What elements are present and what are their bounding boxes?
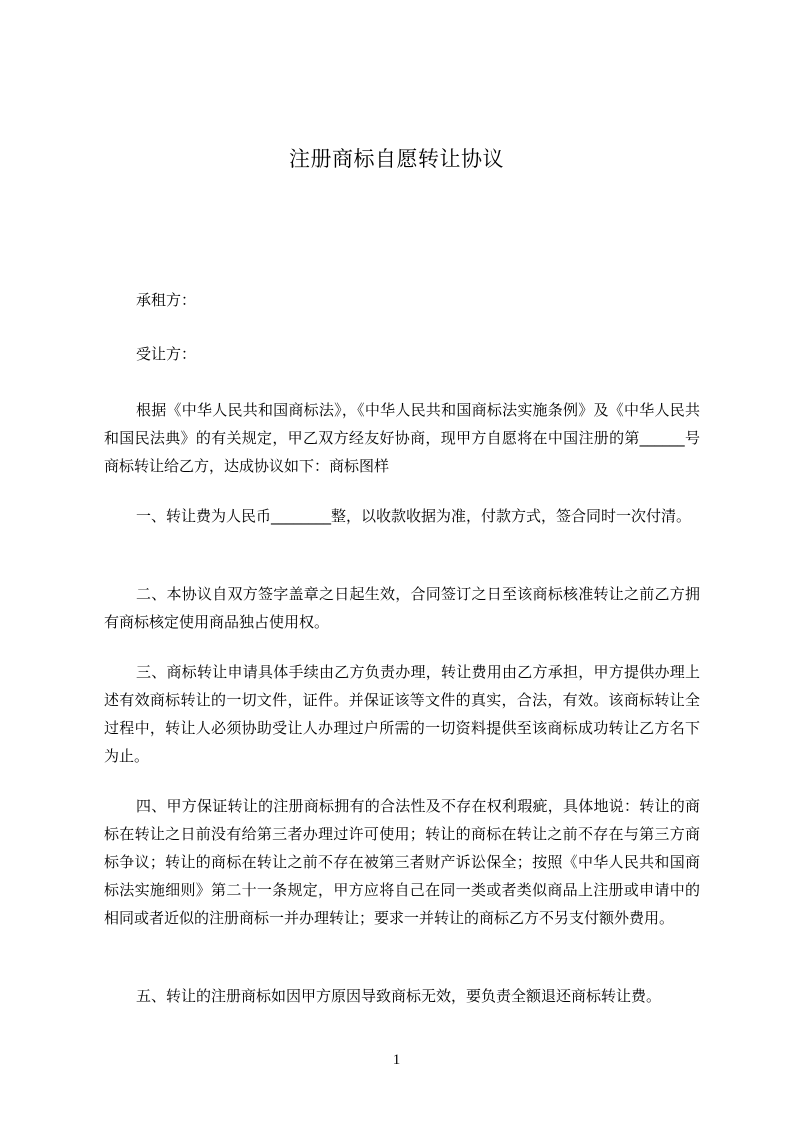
clause-4: 四、甲方保证转让的注册商标拥有的合法性及不存在权利瑕疵，具体地说：转让的商标在转让之日前没有给第三者办理过许可使用；转让的商标在转让之前不存在与第三方商标争议；转让的商标在转让之前不存在被第三者财产诉讼保全；按照《中华人民共和国商标法实施细则》第二十一条规定，甲方应将自己在同一类或者类似商品上注册或申请中的相同或者近似的注册商标一并办理转让；要求一并转让的商标乙方不另支付额外费用。 bbox=[104, 797, 700, 927]
clause-5: 五、转让的注册商标如因甲方原因导致商标无效，要负责全额退还商标转让费。 bbox=[136, 987, 662, 1005]
intro-paragraph: 根据《中华人民共和国商标法》，《中华人民共和国商标法实施条例》及《中华人民共和国民法典》的有关规定，甲乙双方经友好协商，现甲方自愿将在中国注册的第______号商标转让给乙方，达成协议如下：商标图样 bbox=[104, 401, 700, 475]
document-title: 注册商标自愿转让协议 bbox=[289, 147, 504, 171]
assignee-field: 受让方： bbox=[136, 345, 197, 363]
lessor-field: 承租方： bbox=[136, 291, 197, 309]
clause-2: 二、本协议自双方签字盖章之日起生效，合同签订之日至该商标核准转让之前乙方拥有商标核定使用商品独占使用权。 bbox=[104, 585, 700, 631]
clause-1: 一、转让费为人民币________整，以收款收据为准，付款方式，签合同时一次付清。 bbox=[136, 507, 692, 525]
clause-3: 三、商标转让申请具体手续由乙方负责办理，转让费用由乙方承担，甲方提供办理上述有效商标转让的一切文件，证件。并保证该等文件的真实，合法，有效。该商标转让全过程中，转让人必须协助受让人办理过户所需的一切资料提供至该商标成功转让乙方名下为止。 bbox=[104, 663, 700, 765]
page-number: 1 bbox=[392, 1052, 401, 1068]
